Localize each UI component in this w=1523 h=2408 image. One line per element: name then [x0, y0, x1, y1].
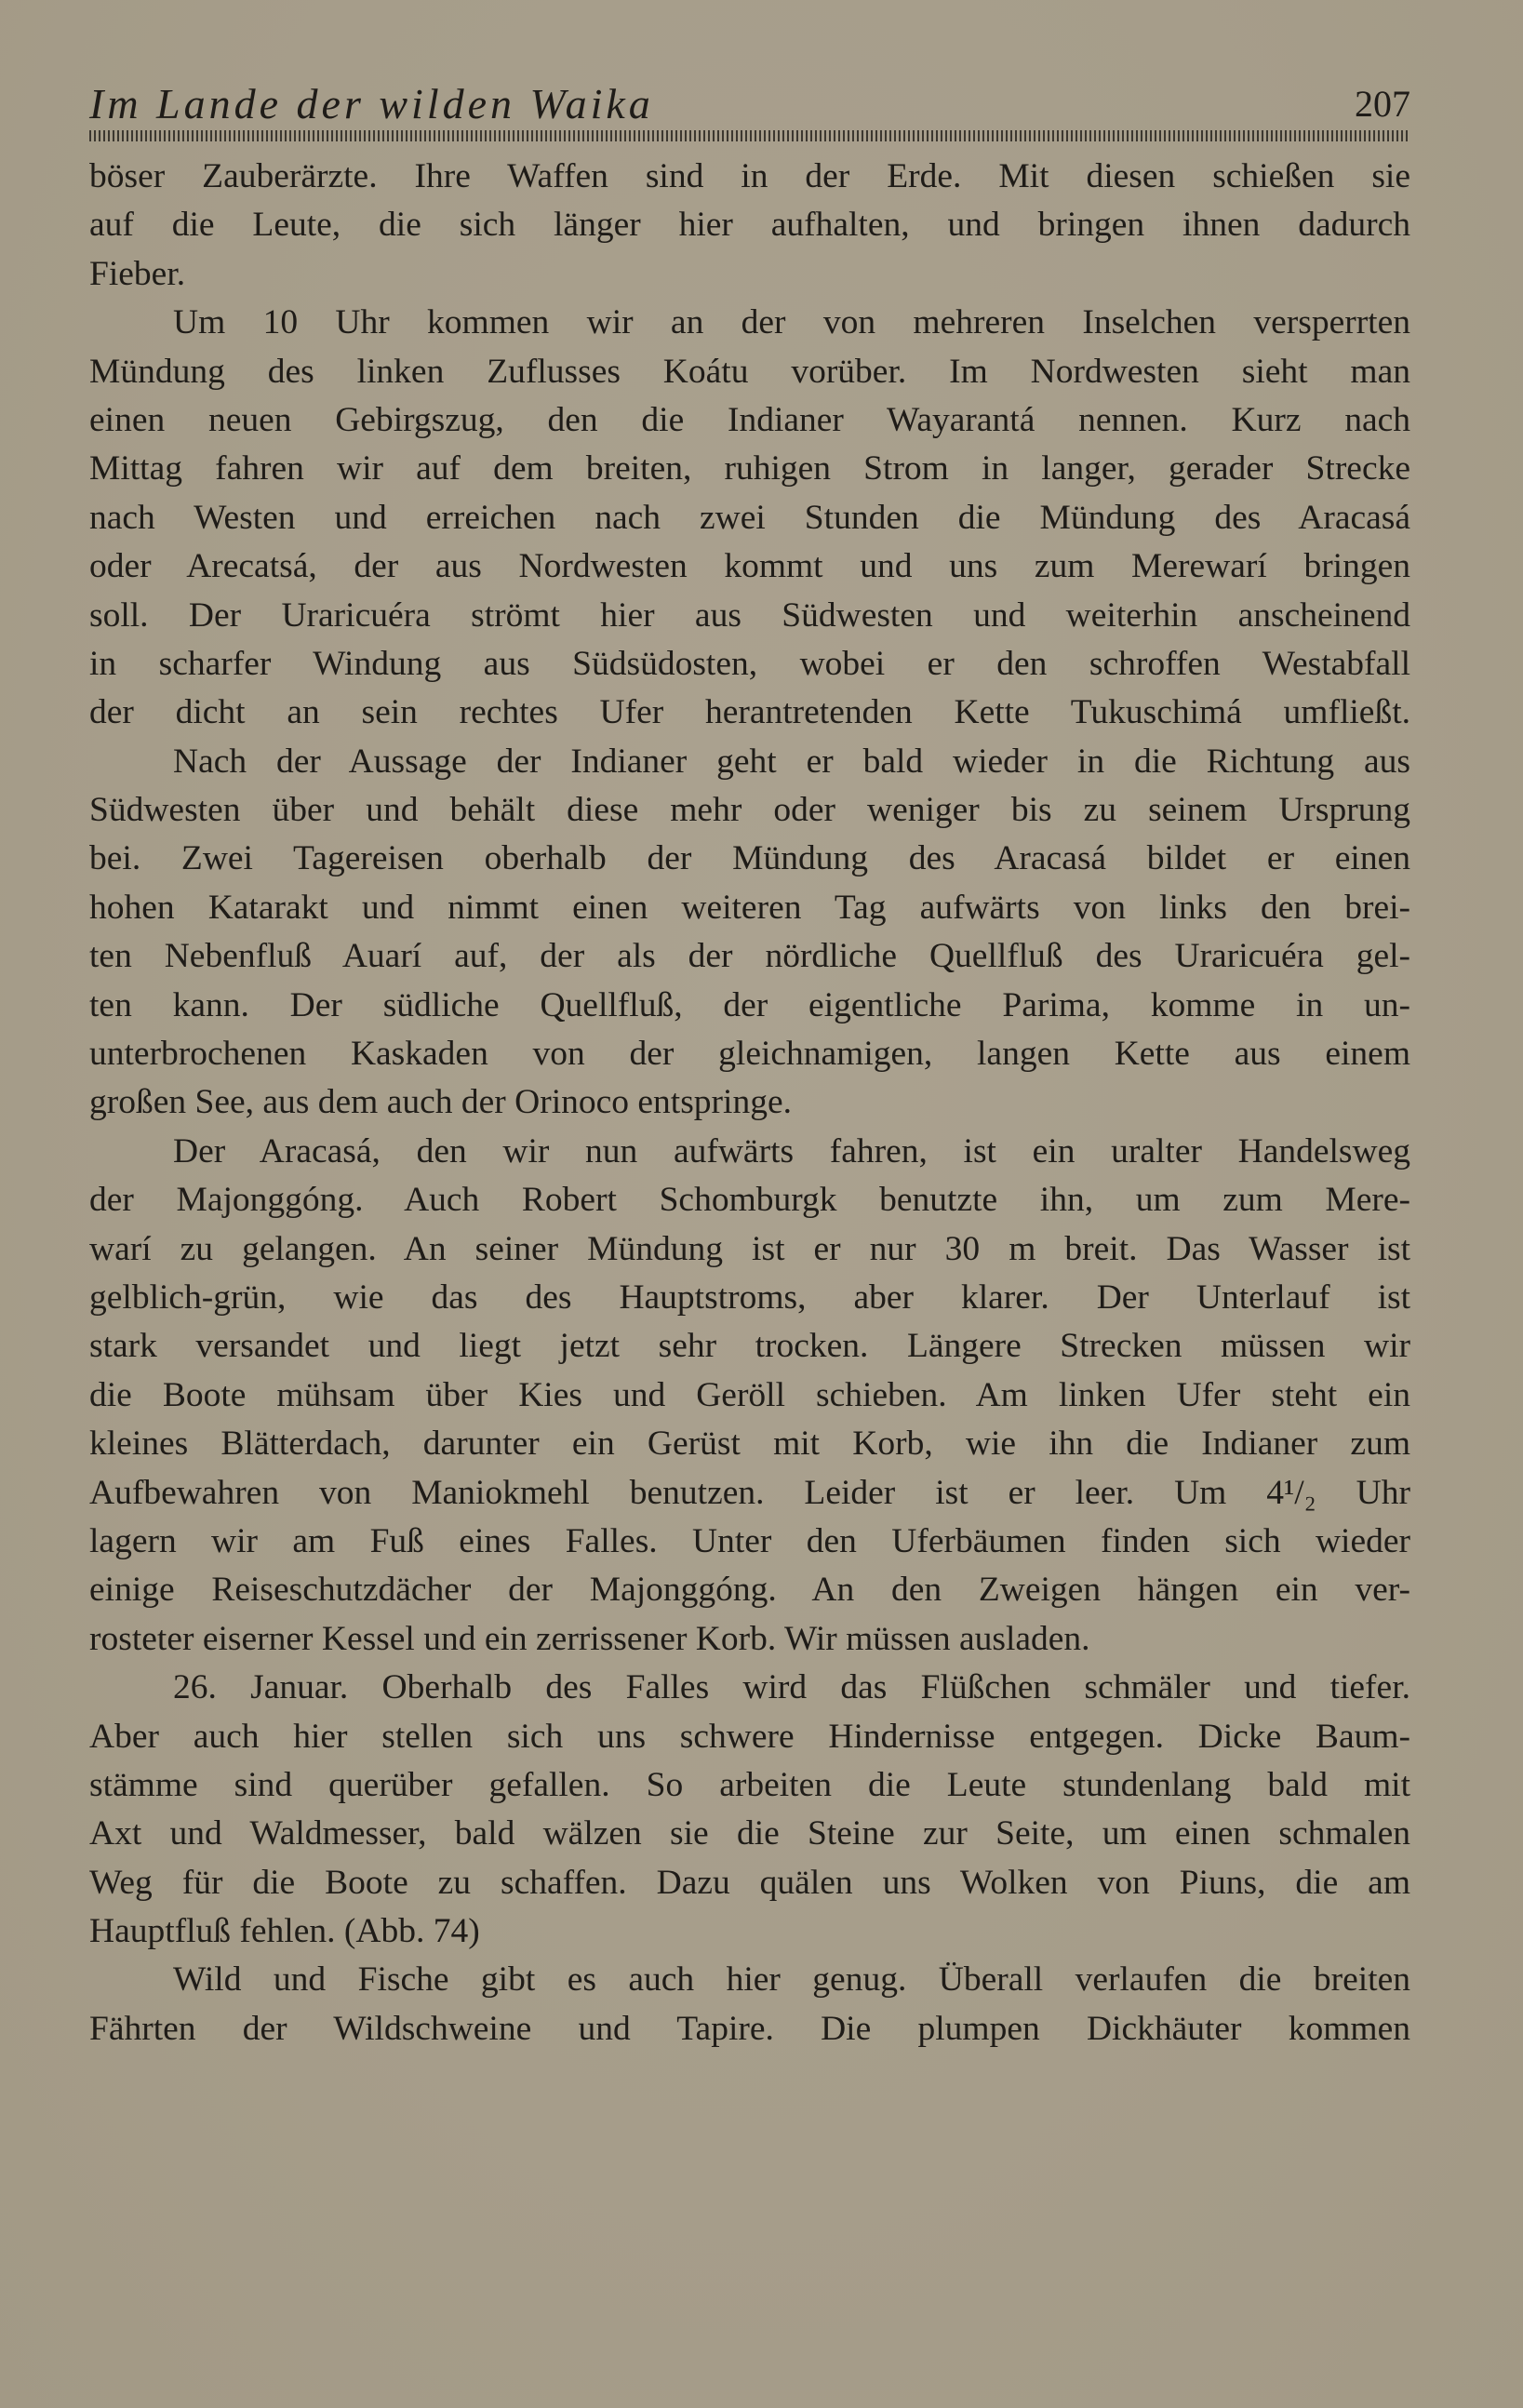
text-line: Wild und Fische gibt es auch hier genug. Überall verlaufen die breiten: [173, 1960, 1410, 2000]
text-line: einige Reiseschutzdächer der Majonggóng. An den Zweigen hängen ein ver-: [89, 1571, 1410, 1610]
header-rule: [89, 130, 1409, 141]
text-line: Der Aracasá, den wir nun aufwärts fahren, ist ein uralter Handelsweg: [173, 1131, 1410, 1171]
text-line: ten Nebenfluß Auarí auf, der als der nördliche Quellfluß des Uraricuéra gel-: [89, 937, 1410, 976]
text-line: einen neuen Gebirgszug, den die Indianer Wayarantá nennen. Kurz nach: [89, 400, 1410, 439]
text-line: gelblich-grün, wie das des Hauptstroms, aber klarer. Der Unterlauf ist: [89, 1278, 1410, 1317]
text-line: nach Westen und erreichen nach zwei Stunden die Mündung des Aracasá: [89, 498, 1410, 537]
text-line: in scharfer Windung aus Südsüdosten, wobei er den schroffen Westabfall: [89, 644, 1410, 683]
text-line: Aufbewahren von Maniokmehl benutzen. Leider ist er leer. Um 4¹/₂ Uhr: [89, 1473, 1410, 1512]
text-line: ten kann. Der südliche Quellfluß, der eigentliche Parima, komme in un-: [89, 985, 1410, 1024]
text-line: 26. Januar. Oberhalb des Falles wird das Flüßchen schmäler und tiefer.: [173, 1668, 1410, 1707]
text-line: oder Arecatsá, der aus Nordwesten kommt und uns zum Merewarí bringen: [89, 547, 1410, 586]
text-line: Axt und Waldmesser, bald wälzen sie die Steine zur Seite, um einen schmalen: [89, 1814, 1410, 1853]
text-line: Hauptfluß fehlen. (Abb. 74): [89, 1912, 480, 1951]
text-line: Weg für die Boote zu schaffen. Dazu quälen uns Wolken von Piuns, die am: [89, 1863, 1410, 1902]
text-line: rosteter eiserner Kessel und ein zerrissener Korb. Wir müssen ausladen.: [89, 1619, 1090, 1658]
text-line: unterbrochenen Kaskaden von der gleichnamigen, langen Kette aus einem: [89, 1035, 1410, 1074]
text-line: Aber auch hier stellen sich uns schwere Hindernisse entgegen. Dicke Baum-: [89, 1717, 1410, 1756]
running-title: Im Lande der wilden Waika: [89, 80, 654, 127]
text-line: stämme sind querüber gefallen. So arbeiten die Leute stundenlang bald mit: [89, 1765, 1410, 1804]
text-line: stark versandet und liegt jetzt sehr trocken. Längere Strecken müssen wir: [89, 1327, 1410, 1366]
text-line: Um 10 Uhr kommen wir an der von mehreren Inselchen versperrten: [173, 303, 1410, 342]
text-line: großen See, aus dem auch der Orinoco entspringe.: [89, 1083, 792, 1122]
text-line: hohen Katarakt und nimmt einen weiteren Tag aufwärts von links den brei-: [89, 888, 1410, 927]
text-line: auf die Leute, die sich länger hier aufhalten, und bringen ihnen dadurch: [89, 206, 1410, 245]
text-line: Fieber.: [89, 254, 186, 293]
text-line: die Boote mühsam über Kies und Geröll schieben. Am linken Ufer steht ein: [89, 1375, 1410, 1414]
text-line: Mittag fahren wir auf dem breiten, ruhigen Strom in langer, gerader Strecke: [89, 449, 1410, 488]
body-text: [89, 153, 1410, 2053]
text-line: warí zu gelangen. An seiner Mündung ist er nur 30 m breit. Das Wasser ist: [89, 1229, 1410, 1268]
text-line: Südwesten über und behält diese mehr oder weniger bis zu seinem Ursprung: [89, 791, 1410, 830]
text-line: Nach der Aussage der Indianer geht er bald wieder in die Richtung aus: [173, 742, 1410, 781]
running-head: [89, 76, 1410, 132]
text-line: bei. Zwei Tagereisen oberhalb der Mündung des Aracasá bildet er einen: [89, 839, 1410, 878]
text-line: kleines Blätterdach, darunter ein Gerüst mit Korb, wie ihn die Indianer zum: [89, 1425, 1410, 1464]
text-line: der Majonggóng. Auch Robert Schomburgk benutzte ihn, um zum Mere-: [89, 1181, 1410, 1220]
page-number: 207: [1355, 83, 1410, 125]
text-line: Fährten der Wildschweine und Tapire. Die plumpen Dickhäuter kommen: [89, 2009, 1410, 2048]
text-line: soll. Der Uraricuéra strömt hier aus Südwesten und weiterhin anscheinend: [89, 595, 1410, 635]
text-line: Mündung des linken Zuflusses Koátu vorüber. Im Nordwesten sieht man: [89, 352, 1410, 391]
text-line: lagern wir am Fuß eines Falles. Unter den Uferbäumen finden sich wieder: [89, 1521, 1410, 1560]
text-line: der dicht an sein rechtes Ufer herantretenden Kette Tukuschimá umfließt.: [89, 693, 1410, 732]
text-line: böser Zauberärzte. Ihre Waffen sind in der Erde. Mit diesen schießen sie: [89, 157, 1410, 195]
